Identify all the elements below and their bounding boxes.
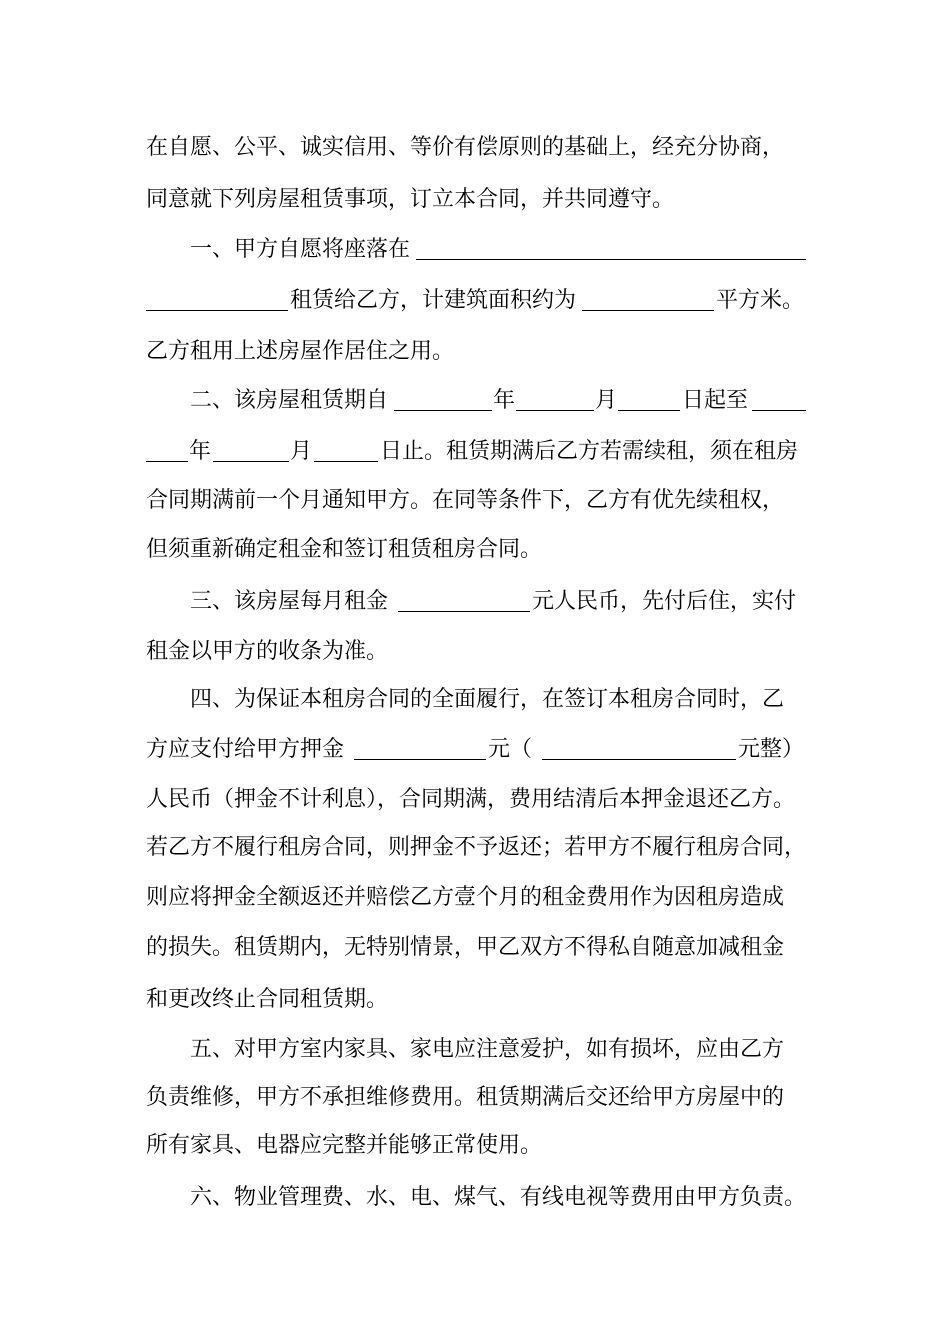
blank-line [213,461,289,462]
text-segment: 元人民币，先付后住，实付 [532,589,797,614]
text-segment: 所有家具、电器应完整并能够正常使用。 [146,1133,543,1158]
text-segment: 一、甲方自愿将座落在 [190,237,411,262]
text-line [0,1078,950,1118]
text-line [0,878,950,918]
blank-line [354,759,486,760]
blank-line [582,310,714,311]
text-line [0,1126,950,1166]
blank-line [516,410,594,411]
text-line [0,332,950,372]
text-segment: 日起至 [682,388,749,413]
text-segment: 则应将押金全额返还并赔偿乙方壹个月的租金费用作为因租房造成 [146,885,785,910]
blank-line [398,611,530,612]
text-segment: 和更改终止合同租赁期。 [146,987,389,1012]
text-line [0,828,950,868]
text-segment: 租赁给乙方，计建筑面积约为 [290,288,577,313]
blank-line [416,259,806,260]
text-segment: 元（ [488,737,533,762]
text-segment: 人民币（押金不计利息），合同期满，费用结清后本押金退还乙方。 [146,787,796,812]
text-segment: 月 [290,439,313,464]
text-segment: 在自愿、公平、诚实信用、等价有偿原则的基础上，经充分协商， [146,135,785,160]
text-segment: 月 [595,388,618,413]
text-line [0,680,950,720]
text-segment: 四、为保证本租房合同的全面履行，在签订本租房合同时，乙 [190,687,785,712]
text-segment: 合同期满前一个月通知甲方。在同等条件下，乙方有优先续租权， [146,488,785,513]
text-segment: 租金以甲方的收条为准。 [146,639,389,664]
text-segment: 但须重新确定租金和签订租赁租房合同。 [146,537,543,562]
blank-line [542,759,736,760]
text-line [0,381,950,421]
blank-line [314,461,378,462]
text-segment: 平方米。 [716,288,805,313]
text-segment: 元整） [738,737,805,762]
text-line [0,928,950,968]
text-segment: 乙方租用上述房屋作居住之用。 [146,339,455,364]
text-segment: 的损失。租赁期内，无特别情景，甲乙双方不得私自随意加减租金 [146,935,785,960]
text-segment: 同意就下列房屋租赁事项，订立本合同，并共同遵守。 [146,187,675,212]
text-segment: 若乙方不履行租房合同，则押金不予返还；若甲方不履行租房合同， [146,835,807,860]
text-line [0,1178,950,1218]
text-segment: 三、该房屋每月租金 [190,589,389,614]
text-line [0,780,950,820]
text-segment: 五、对甲方室内家具、家电应注意爱护，如有损坏，应由乙方 [190,1037,785,1062]
text-segment: 六、物业管理费、水、电、煤气、有线电视等费用由甲方负责。 [190,1185,807,1210]
text-segment: 负责维修，甲方不承担维修费用。租赁期满后交还给甲方房屋中的 [146,1085,785,1110]
text-segment: 二、该房屋租赁期自 [190,388,389,413]
text-line [0,980,950,1020]
text-line [0,128,950,168]
text-segment: 年 [189,439,212,464]
blank-line [394,410,492,411]
text-line [0,730,950,770]
blank-line [146,461,188,462]
text-segment: 方应支付给甲方押金 [146,737,345,762]
text-line [0,481,950,521]
text-line [0,230,950,270]
blank-line [146,310,288,311]
text-line [0,1030,950,1070]
text-line [0,582,950,622]
text-segment: 年 [493,388,516,413]
text-line [0,530,950,570]
text-segment: 日止。租赁期满后乙方若需续租，须在租房 [380,439,799,464]
text-line [0,632,950,672]
text-line [0,180,950,220]
blank-line [618,410,680,411]
text-line [0,432,950,472]
blank-line [752,410,806,411]
text-line [0,281,950,321]
